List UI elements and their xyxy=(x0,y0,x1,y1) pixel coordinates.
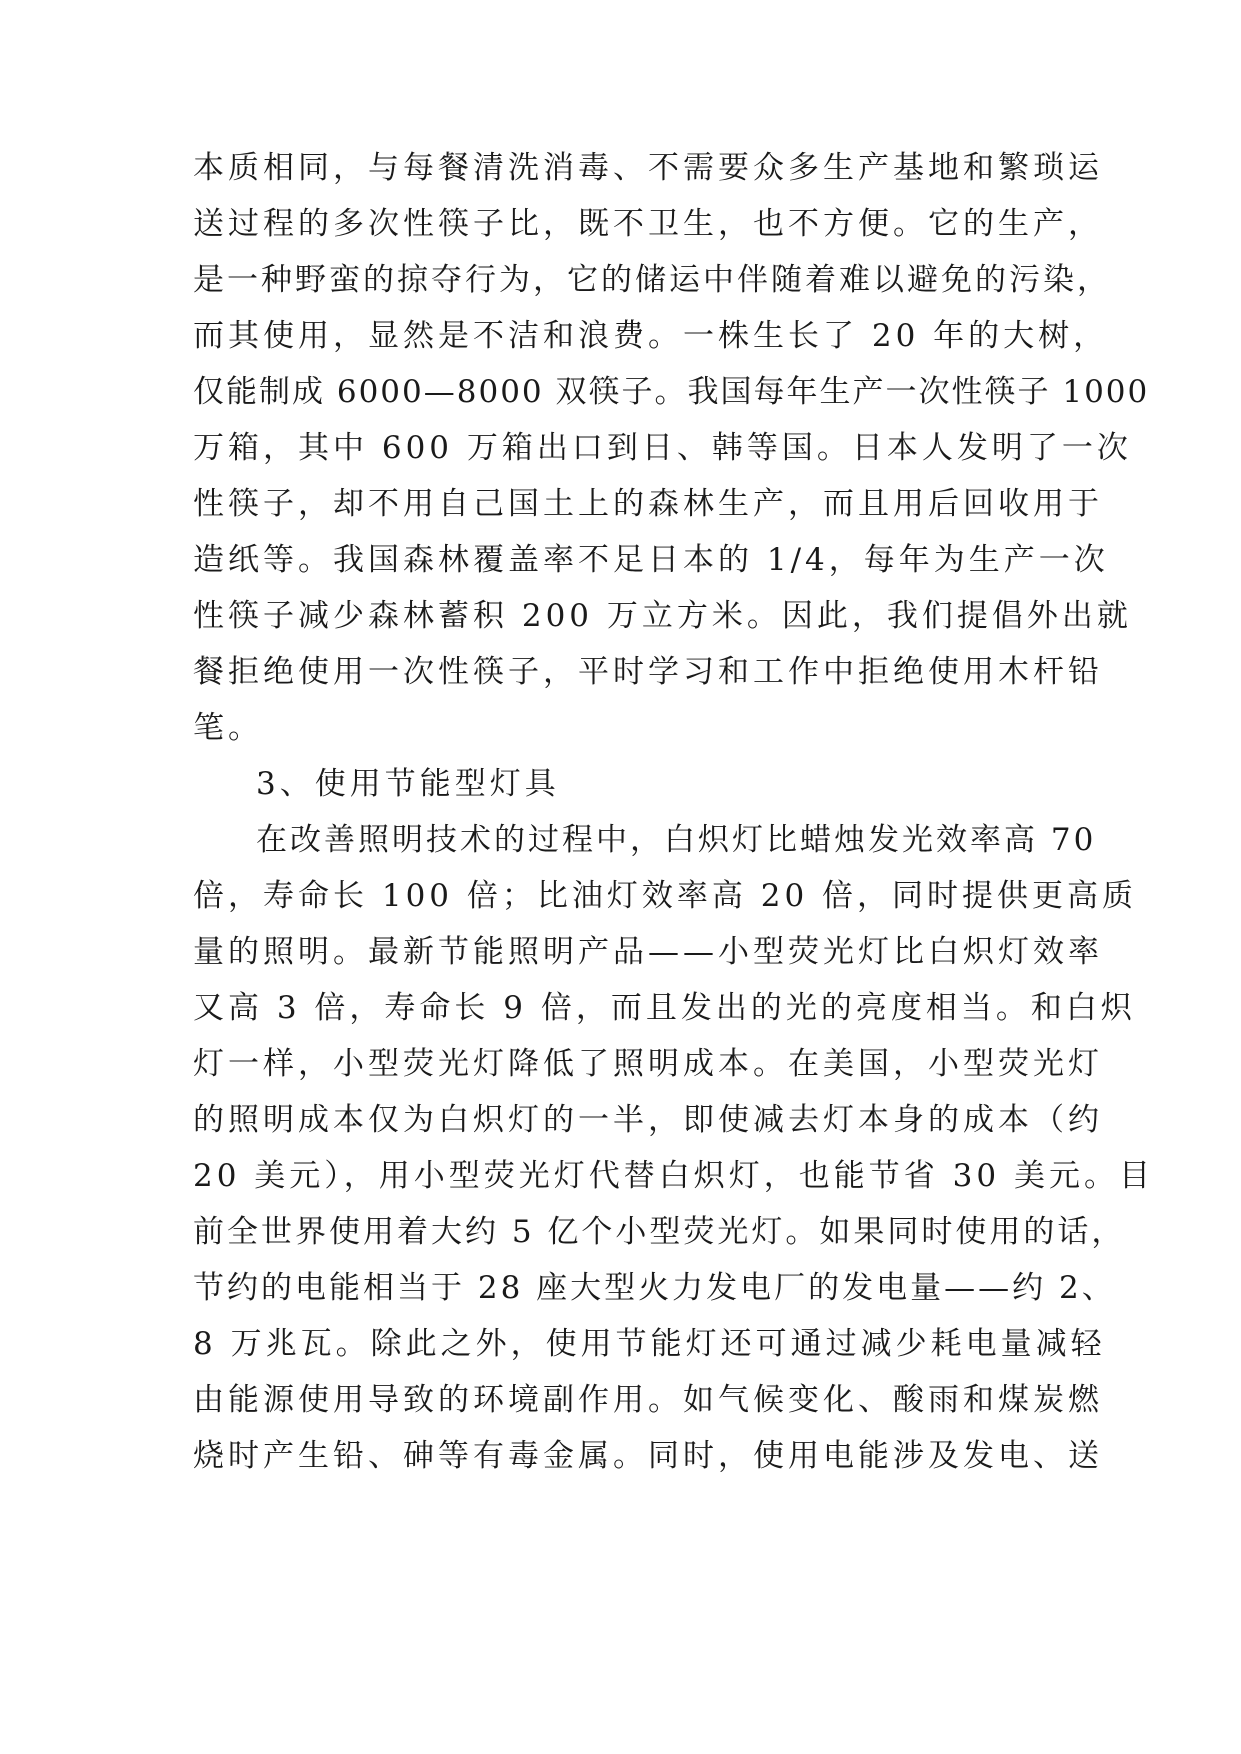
text-line: 烧时产生铅、砷等有毒金属。同时，使用电能涉及发电、送 xyxy=(193,1438,1103,1474)
text-line: 倍，寿命长 100 倍；比油灯效率高 20 倍，同时提供更高质 xyxy=(193,878,1138,914)
text-line: 性筷子，却不用自己国土上的森林生产，而且用后回收用于 xyxy=(193,486,1103,522)
text-line: 由能源使用导致的环境副作用。如气候变化、酸雨和煤炭燃 xyxy=(193,1382,1103,1418)
text-line: 仅能制成 6000—8000 双筷子。我国每年生产一次性筷子 1000 xyxy=(193,374,1150,410)
text-line: 餐拒绝使用一次性筷子，平时学习和工作中拒绝使用木杆铅 xyxy=(193,654,1103,690)
text-line: 在改善照明技术的过程中，白炽灯比蜡烛发光效率高 70 xyxy=(256,822,1097,858)
section-heading: 3、使用节能型灯具 xyxy=(256,766,560,802)
text-line: 造纸等。我国森林覆盖率不足日本的 1/4，每年为生产一次 xyxy=(193,542,1109,578)
text-line: 而其使用，显然是不洁和浪费。一株生长了 20 年的大树， xyxy=(193,318,1109,354)
text-line: 送过程的多次性筷子比，既不卫生，也不方便。它的生产， xyxy=(193,206,1103,242)
text-line: 本质相同，与每餐清洗消毒、不需要众多生产基地和繁琐运 xyxy=(193,150,1103,186)
text-line: 8 万兆瓦。除此之外，使用节能灯还可通过减少耗电量减轻 xyxy=(193,1326,1106,1362)
text-line: 20 美元），用小型荧光灯代替白炽灯，也能节省 30 美元。目 xyxy=(193,1158,1154,1194)
text-line: 万箱，其中 600 万箱出口到日、韩等国。日本人发明了一次 xyxy=(193,430,1132,466)
text-line: 量的照明。最新节能照明产品——小型荧光灯比白炽灯效率 xyxy=(193,934,1103,970)
text-line: 前全世界使用着大约 5 亿个小型荧光灯。如果同时使用的话， xyxy=(193,1214,1126,1250)
text-line: 性筷子减少森林蓄积 200 万立方米。因此，我们提倡外出就 xyxy=(193,598,1132,634)
text-line: 灯一样，小型荧光灯降低了照明成本。在美国，小型荧光灯 xyxy=(193,1046,1103,1082)
text-line: 是一种野蛮的掠夺行为，它的储运中伴随着难以避免的污染， xyxy=(193,262,1111,298)
text-line: 又高 3 倍，寿命长 9 倍，而且发出的光的亮度相当。和白炽 xyxy=(193,990,1136,1026)
text-line: 节约的电能相当于 28 座大型火力发电厂的发电量——约 2、 xyxy=(193,1270,1116,1306)
text-line: 笔。 xyxy=(193,710,263,746)
text-line: 的照明成本仅为白炽灯的一半，即使减去灯本身的成本（约 xyxy=(193,1102,1103,1138)
